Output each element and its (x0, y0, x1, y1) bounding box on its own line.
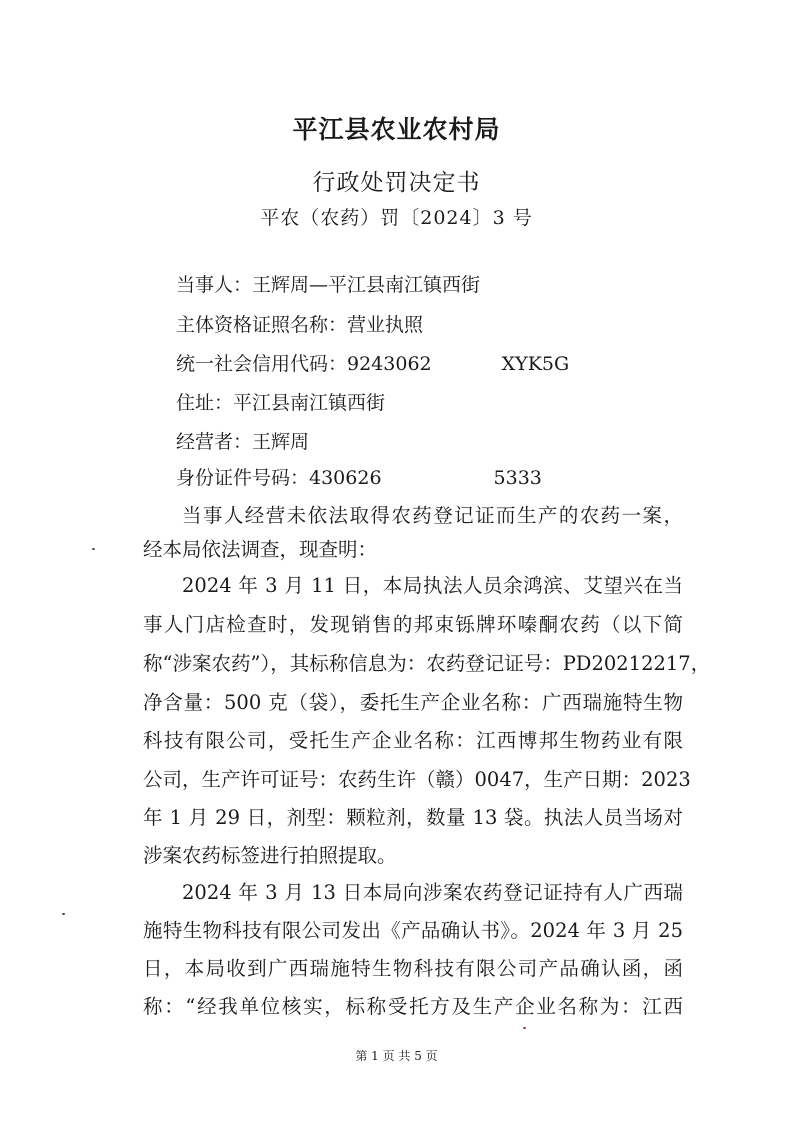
body-line: 事人门店检查时，发现销售的邦束铄牌环嗪酮农药（以下简 (143, 613, 683, 636)
page-indicator: 第 1 页 共 5 页 (355, 1049, 438, 1063)
body-line: 年 1 月 29 日，剂型：颗粒剂，数量 13 袋。执法人员当场对 (143, 806, 683, 829)
operator-line: 经营者：王辉周 (176, 431, 310, 453)
license-name-line: 主体资格证照名称：营业执照 (176, 314, 424, 336)
body-line: 当事人经营未依法取得农药登记证而生产的农药一案， (182, 504, 683, 527)
body-line: 称：“经我单位核实，标称受托方及生产企业名称为：江西 (143, 995, 683, 1018)
body-line: 经本局依法调查，现查明： (143, 538, 378, 561)
credit-code-tail: XYK5G (501, 353, 570, 375)
body-line: 2024 年 3 月 13 日本局向涉案农药登记证持有人广西瑞 (182, 881, 683, 904)
document-title: 行政处罚决定书 (312, 170, 481, 196)
address-line: 住址：平江县南江镇西街 (176, 392, 386, 414)
body-line: 涉案农药标签进行拍照提取。 (143, 844, 397, 867)
body-line: 公司，生产许可证号：农药生许（赣）0047，生产日期：2023 (143, 768, 691, 791)
body-line: 日，本局收到广西瑞施特生物科技有限公司产品确认函，函 (143, 957, 683, 980)
scan-speck (523, 1027, 526, 1029)
document-number: 平农（农药）罚〔2024〕3 号 (260, 207, 533, 229)
party-name-line: 当事人：王辉周—平江县南江镇西街 (176, 274, 481, 296)
body-line: 净含量：500 克（袋），委托生产企业名称：广西瑞施特生物 (143, 691, 683, 714)
id-number-line (176, 463, 542, 490)
id-number-label: 身份证件号码：430626 (176, 467, 382, 489)
credit-code-line (176, 349, 569, 376)
body-line: 科技有限公司，受托生产企业名称：江西博邦生物药业有限 (143, 729, 683, 752)
id-number-tail: 5333 (493, 467, 542, 489)
organization-title: 平江县农业农村局 (292, 115, 501, 144)
body-line: 2024 年 3 月 11 日，本局执法人员余鸿滨、艾望兴在当 (182, 574, 683, 597)
credit-code-label: 统一社会信用代码：9243062 (176, 353, 432, 375)
body-line: 施特生物科技有限公司发出《产品确认书》。2024 年 3 月 25 (143, 919, 683, 942)
body-line: 称“涉案农药”），其标称信息为：农药登记证号：PD20212217， (143, 652, 711, 675)
scan-speck (62, 913, 65, 915)
scan-speck (92, 548, 95, 550)
